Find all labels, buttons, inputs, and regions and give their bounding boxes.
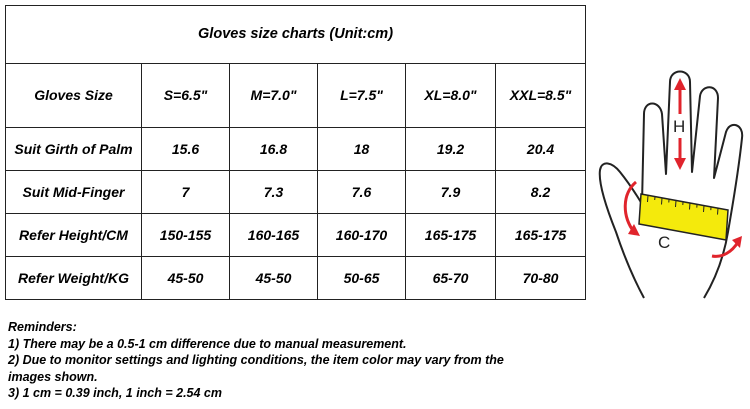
table-cell: 8.2 (496, 171, 586, 214)
hand-measurement-diagram (592, 66, 750, 310)
table-cell: 150-155 (142, 214, 230, 257)
size-xxl: XXL=8.5" (496, 64, 586, 128)
table-header-row (6, 64, 586, 128)
table-cell: 45-50 (142, 257, 230, 300)
table-row (6, 128, 586, 171)
gloves-size-chart-table (5, 5, 586, 300)
reminder-line: 1) There may be a 0.5-1 cm difference due to manual measurement. (8, 336, 407, 351)
size-l: L=7.5" (318, 64, 406, 128)
table-cell: 7.9 (406, 171, 496, 214)
table-cell: 65-70 (406, 257, 496, 300)
table-cell: 16.8 (230, 128, 318, 171)
table-cell: 160-165 (230, 214, 318, 257)
row-label: Suit Girth of Palm (6, 128, 142, 171)
reminder-line: images shown. (8, 369, 98, 384)
size-s: S=6.5" (142, 64, 230, 128)
circumference-label: C (658, 233, 671, 252)
table-cell: 7.3 (230, 171, 318, 214)
table-title-row (6, 6, 586, 64)
height-label: H (673, 117, 686, 136)
table-cell: 50-65 (318, 257, 406, 300)
table-cell: 20.4 (496, 128, 586, 171)
header-label: Gloves Size (6, 64, 142, 128)
table-cell: 18 (318, 128, 406, 171)
size-m: M=7.0" (230, 64, 318, 128)
reminders-heading: Reminders: (8, 320, 77, 334)
table-cell: 7.6 (318, 171, 406, 214)
table-cell: 15.6 (142, 128, 230, 171)
hand-icon (592, 66, 750, 310)
table-row (6, 257, 586, 300)
row-label: Refer Weight/KG (6, 257, 142, 300)
table-title: Gloves size charts (Unit:cm) (6, 6, 586, 64)
table-cell: 7 (142, 171, 230, 214)
reminder-line: 3) 1 cm = 0.39 inch, 1 inch = 2.54 cm (8, 386, 223, 400)
size-xl: XL=8.0" (406, 64, 496, 128)
table-cell: 165-175 (496, 214, 586, 257)
row-label: Suit Mid-Finger (6, 171, 142, 214)
table-row (6, 214, 586, 257)
table-cell: 165-175 (406, 214, 496, 257)
reminder-line: 2) Due to monitor settings and lighting conditions, the item color may vary from the (8, 353, 504, 367)
hand-outline (600, 72, 742, 299)
table-cell: 19.2 (406, 128, 496, 171)
row-label: Refer Height/CM (6, 214, 142, 257)
reminders-block (8, 319, 598, 402)
table-cell: 45-50 (230, 257, 318, 300)
table-cell: 160-170 (318, 214, 406, 257)
table-row (6, 171, 586, 214)
table-cell: 70-80 (496, 257, 586, 300)
